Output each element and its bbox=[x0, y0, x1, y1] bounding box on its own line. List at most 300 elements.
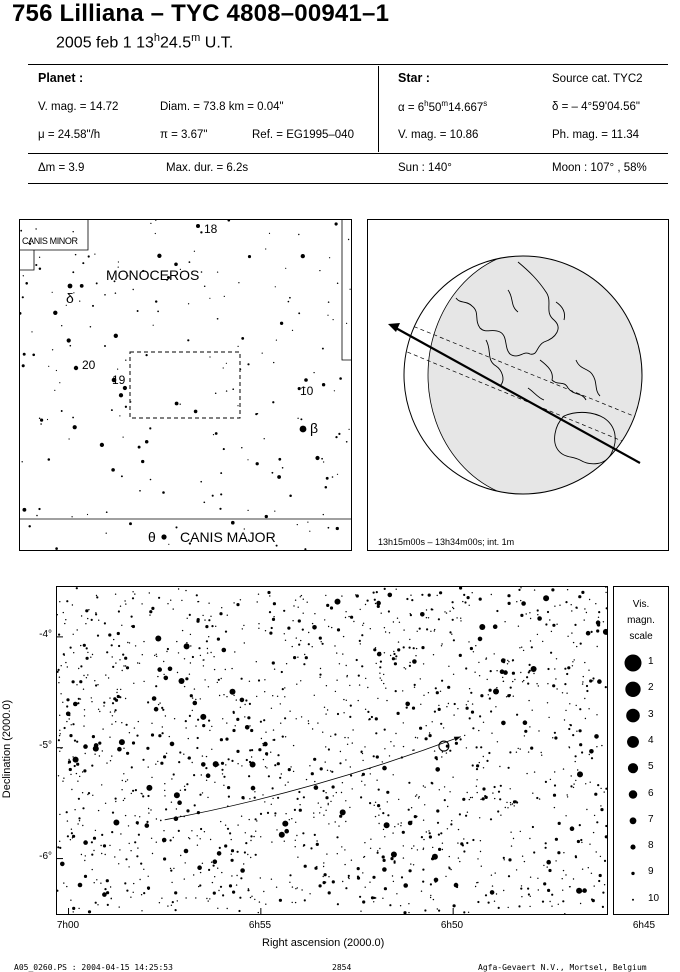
chart-star bbox=[537, 614, 538, 615]
chart-star bbox=[476, 764, 479, 767]
chart-star bbox=[98, 620, 99, 621]
chart-star bbox=[449, 750, 451, 752]
chart-star bbox=[267, 591, 270, 594]
chart-star bbox=[386, 700, 387, 701]
chart-star bbox=[84, 860, 85, 861]
finder-star bbox=[111, 468, 115, 472]
chart-star bbox=[423, 820, 424, 821]
chart-star bbox=[536, 683, 537, 684]
chart-star bbox=[80, 645, 81, 646]
chart-star bbox=[497, 741, 498, 742]
chart-star bbox=[110, 760, 111, 761]
finder-star bbox=[23, 275, 24, 276]
finder-star bbox=[115, 292, 117, 294]
chart-star bbox=[473, 728, 474, 729]
chart-star bbox=[325, 810, 326, 811]
finder-star bbox=[276, 545, 278, 547]
chart-star bbox=[370, 628, 371, 629]
chart-star bbox=[283, 610, 285, 612]
chart-star bbox=[76, 773, 77, 774]
chart-star bbox=[223, 694, 224, 695]
chart-star bbox=[316, 840, 317, 841]
chart-star bbox=[303, 663, 305, 665]
chart-star bbox=[73, 702, 78, 707]
chart-star bbox=[507, 694, 510, 697]
chart-star bbox=[102, 728, 103, 729]
chart-star bbox=[570, 785, 572, 787]
chart-star bbox=[365, 709, 366, 710]
finder-star bbox=[325, 486, 328, 489]
chart-star bbox=[391, 852, 397, 858]
chart-star bbox=[359, 640, 361, 642]
chart-star bbox=[380, 652, 381, 653]
chart-star bbox=[109, 845, 110, 846]
info-bottom-rule bbox=[28, 183, 668, 184]
chart-star bbox=[467, 596, 470, 599]
chart-star bbox=[197, 719, 199, 721]
chart-star bbox=[547, 611, 549, 613]
chart-star bbox=[77, 823, 78, 824]
chart-star bbox=[127, 642, 128, 643]
chart-star bbox=[494, 798, 495, 799]
finder-star bbox=[298, 312, 300, 314]
chart-star bbox=[353, 621, 354, 622]
chart-star bbox=[479, 715, 481, 717]
chart-star bbox=[523, 720, 528, 725]
chart-star bbox=[320, 807, 321, 808]
chart-star bbox=[227, 786, 230, 789]
chart-star bbox=[472, 764, 474, 766]
chart-star bbox=[73, 652, 74, 653]
chart-star bbox=[367, 687, 368, 688]
chart-star bbox=[575, 761, 576, 762]
finder-star bbox=[307, 522, 308, 523]
chart-star bbox=[470, 647, 473, 650]
chart-star bbox=[65, 619, 66, 620]
max-duration: Max. dur. = 6.2s bbox=[166, 162, 249, 174]
chart-star bbox=[384, 748, 385, 749]
chart-star bbox=[498, 907, 500, 909]
finder-star bbox=[255, 413, 257, 415]
finder-star bbox=[48, 366, 49, 367]
finder-star bbox=[31, 331, 32, 332]
chart-star bbox=[148, 876, 149, 877]
chart-star bbox=[59, 601, 60, 602]
finder-star bbox=[247, 459, 248, 460]
chart-star bbox=[62, 702, 63, 703]
chart-star bbox=[137, 847, 138, 848]
chart-star bbox=[163, 661, 164, 662]
chart-star bbox=[605, 587, 606, 588]
chart-star bbox=[482, 797, 485, 800]
chart-star bbox=[513, 696, 514, 697]
chart-star bbox=[200, 655, 201, 656]
finder-star bbox=[68, 438, 69, 439]
chart-star bbox=[389, 632, 390, 633]
chart-star bbox=[347, 675, 348, 676]
chart-star bbox=[282, 688, 284, 690]
chart-star bbox=[131, 793, 132, 794]
finder-star bbox=[220, 493, 222, 495]
chart-star bbox=[581, 591, 584, 594]
chart-star bbox=[508, 858, 511, 861]
chart-star bbox=[439, 789, 440, 790]
chart-star bbox=[111, 831, 113, 833]
chart-star bbox=[330, 770, 331, 771]
chart-star bbox=[548, 869, 551, 872]
chart-star bbox=[185, 590, 186, 591]
chart-star bbox=[402, 690, 403, 691]
chart-star bbox=[398, 799, 399, 800]
finder-star bbox=[335, 436, 337, 438]
finder-star bbox=[273, 362, 274, 363]
chart-star bbox=[170, 868, 171, 869]
finder-star bbox=[61, 410, 63, 412]
chart-star bbox=[200, 828, 202, 830]
chart-star bbox=[258, 679, 260, 681]
chart-star bbox=[59, 847, 61, 849]
chart-star bbox=[493, 689, 499, 695]
chart-star bbox=[200, 698, 201, 699]
chart-star bbox=[92, 795, 93, 796]
chart-star bbox=[526, 613, 527, 614]
chart-star bbox=[605, 592, 606, 593]
chart-star bbox=[384, 627, 385, 628]
chart-star bbox=[67, 820, 68, 821]
chart-star bbox=[341, 792, 342, 793]
chart-star bbox=[481, 866, 482, 867]
chart-star bbox=[571, 610, 572, 611]
chart-star bbox=[171, 882, 172, 883]
chart-star bbox=[383, 683, 384, 684]
chart-star bbox=[228, 796, 230, 798]
chart-star bbox=[440, 723, 442, 725]
chart-star bbox=[123, 748, 124, 749]
star-delta-monoceros bbox=[68, 284, 73, 289]
chart-star bbox=[69, 718, 70, 719]
chart-star bbox=[184, 658, 185, 659]
finder-star bbox=[333, 319, 334, 320]
chart-star bbox=[584, 619, 585, 620]
chart-star bbox=[546, 860, 551, 865]
chart-star bbox=[420, 612, 425, 617]
chart-star bbox=[60, 862, 65, 867]
chart-star bbox=[241, 796, 244, 799]
chart-star bbox=[424, 787, 425, 788]
chart-star bbox=[206, 640, 208, 642]
chart-star bbox=[295, 600, 296, 601]
chart-star bbox=[293, 605, 294, 606]
chart-star bbox=[295, 822, 296, 823]
chart-star bbox=[372, 876, 375, 879]
chart-star bbox=[530, 640, 531, 641]
chart-star bbox=[434, 629, 435, 630]
chart-star bbox=[582, 869, 583, 870]
chart-star bbox=[143, 892, 145, 894]
moon-elongation: Moon : 107° , 58% bbox=[552, 162, 647, 174]
chart-star bbox=[141, 603, 142, 604]
chart-star bbox=[322, 643, 324, 645]
chart-star bbox=[434, 630, 435, 631]
finder-star bbox=[52, 349, 53, 350]
chart-star bbox=[589, 749, 594, 754]
chart-star bbox=[432, 721, 433, 722]
chart-star bbox=[554, 732, 556, 734]
page-title: 756 Lilliana – TYC 4808–00941–1 bbox=[12, 0, 390, 27]
chart-star bbox=[356, 594, 359, 597]
label-canis-minor: CANIS MINOR bbox=[22, 236, 78, 246]
chart-star bbox=[576, 705, 577, 706]
chart-star bbox=[285, 736, 286, 737]
chart-star bbox=[68, 759, 69, 760]
chart-star bbox=[103, 705, 104, 706]
chart-star bbox=[214, 669, 215, 670]
finder-star bbox=[213, 434, 214, 435]
chart-star bbox=[198, 886, 199, 887]
chart-star bbox=[428, 830, 429, 831]
chart-star bbox=[569, 724, 570, 725]
chart-star bbox=[209, 730, 210, 731]
chart-star bbox=[125, 665, 126, 666]
finder-star bbox=[145, 440, 149, 444]
chart-star bbox=[417, 631, 418, 632]
finder-star bbox=[335, 222, 338, 225]
chart-star bbox=[384, 822, 390, 828]
chart-star bbox=[103, 844, 106, 847]
chart-star bbox=[184, 789, 186, 791]
finder-star bbox=[280, 322, 283, 325]
chart-star bbox=[562, 900, 564, 902]
chart-star bbox=[264, 691, 265, 692]
chart-star bbox=[330, 606, 333, 609]
chart-star bbox=[141, 910, 142, 911]
chart-star bbox=[221, 678, 222, 679]
chart-star bbox=[72, 907, 75, 910]
chart-star bbox=[284, 696, 285, 697]
chart-star bbox=[547, 683, 548, 684]
chart-star bbox=[289, 874, 291, 876]
finder-star bbox=[73, 425, 77, 429]
finder-star bbox=[180, 404, 181, 405]
chart-star bbox=[211, 862, 212, 863]
finder-star bbox=[94, 254, 95, 255]
chart-star bbox=[480, 694, 483, 697]
chart-star bbox=[487, 679, 488, 680]
chart-star bbox=[190, 662, 191, 663]
chart-star bbox=[447, 686, 450, 689]
chart-star bbox=[253, 836, 254, 837]
chart-star bbox=[74, 740, 76, 742]
chart-star bbox=[311, 772, 314, 775]
chart-star bbox=[149, 614, 150, 615]
label-canis-major: CANIS MAJOR bbox=[180, 529, 276, 545]
finder-star bbox=[175, 526, 177, 528]
chart-star bbox=[367, 600, 369, 602]
chart-star bbox=[445, 876, 446, 877]
scale-dot bbox=[627, 736, 639, 748]
chart-star bbox=[385, 824, 386, 825]
finder-star bbox=[149, 427, 151, 429]
chart-star bbox=[520, 888, 522, 890]
chart-star bbox=[294, 809, 296, 811]
finder-star bbox=[215, 432, 218, 435]
chart-star bbox=[117, 689, 118, 690]
chart-star bbox=[260, 836, 261, 837]
chart-star bbox=[98, 709, 99, 710]
chart-star bbox=[521, 601, 526, 606]
chart-star bbox=[459, 813, 461, 815]
star-source-catalog: Source cat. TYC2 bbox=[552, 73, 643, 85]
chart-star bbox=[95, 684, 97, 686]
chart-star bbox=[589, 599, 590, 600]
chart-star bbox=[256, 661, 257, 662]
finder-star bbox=[277, 475, 281, 479]
chart-star bbox=[190, 634, 191, 635]
chart-star bbox=[285, 784, 286, 785]
finder-star bbox=[219, 508, 221, 510]
event-minute-unit: m bbox=[191, 32, 201, 44]
chart-star bbox=[382, 761, 383, 762]
chart-star bbox=[91, 697, 92, 698]
chart-star bbox=[547, 668, 549, 670]
chart-star bbox=[296, 835, 297, 836]
chart-star bbox=[449, 867, 451, 869]
chart-star bbox=[85, 609, 88, 612]
chart-star bbox=[440, 832, 442, 834]
chart-star bbox=[471, 711, 474, 714]
chart-star bbox=[236, 699, 237, 700]
chart-star bbox=[276, 829, 277, 830]
chart-star bbox=[327, 770, 328, 771]
chart-star bbox=[480, 746, 482, 748]
star-20-monoceros bbox=[74, 366, 78, 370]
chart-star bbox=[450, 869, 451, 870]
chart-star bbox=[178, 588, 179, 589]
chart-star bbox=[254, 791, 255, 792]
chart-star bbox=[217, 851, 222, 856]
chart-star bbox=[470, 797, 471, 798]
chart-star bbox=[413, 845, 414, 846]
chart-star bbox=[335, 599, 341, 605]
chart-star bbox=[417, 849, 418, 850]
chart-star bbox=[519, 647, 520, 648]
finder-star bbox=[194, 251, 195, 252]
finder-star bbox=[247, 510, 248, 511]
chart-star bbox=[292, 646, 293, 647]
label-monoceros: MONOCEROS bbox=[106, 267, 200, 283]
chart-star bbox=[382, 812, 384, 814]
chart-star-field bbox=[57, 587, 607, 914]
chart-star bbox=[273, 739, 275, 741]
chart-star bbox=[365, 887, 366, 888]
chart-star bbox=[379, 673, 380, 674]
chart-star bbox=[91, 619, 93, 621]
chart-star bbox=[328, 626, 329, 627]
star-chart-svg bbox=[57, 587, 607, 914]
finder-star bbox=[200, 481, 202, 483]
chart-star bbox=[225, 669, 226, 670]
chart-star bbox=[508, 602, 511, 605]
chart-star bbox=[513, 838, 514, 839]
chart-star bbox=[489, 698, 490, 699]
chart-star bbox=[596, 746, 597, 747]
chart-star bbox=[112, 715, 113, 716]
chart-star bbox=[451, 634, 452, 635]
chart-star bbox=[548, 717, 549, 718]
chart-star bbox=[555, 838, 558, 841]
chart-star bbox=[388, 610, 390, 612]
finder-star bbox=[80, 284, 84, 288]
chart-star bbox=[598, 611, 600, 613]
chart-star bbox=[398, 641, 399, 642]
chart-star bbox=[422, 869, 424, 871]
chart-star bbox=[449, 631, 451, 633]
chart-star bbox=[510, 802, 511, 803]
chart-star bbox=[395, 658, 396, 659]
chart-star bbox=[345, 611, 346, 612]
finder-star bbox=[309, 531, 310, 532]
chart-star bbox=[147, 701, 149, 703]
chart-star bbox=[520, 600, 521, 601]
chart-star bbox=[559, 605, 560, 606]
finder-star bbox=[119, 393, 123, 397]
chart-star bbox=[271, 879, 272, 880]
chart-star bbox=[254, 899, 255, 900]
chart-star bbox=[524, 861, 525, 862]
footer-page: 2854 bbox=[332, 963, 352, 972]
chart-star bbox=[423, 663, 424, 664]
chart-star bbox=[394, 826, 395, 827]
finder-star bbox=[53, 311, 57, 315]
planet-heading: Planet : bbox=[38, 71, 84, 85]
chart-star bbox=[350, 766, 351, 767]
chart-star bbox=[192, 762, 193, 763]
chart-star bbox=[478, 637, 483, 642]
chart-star bbox=[449, 611, 450, 612]
chart-star bbox=[567, 794, 568, 795]
chart-star bbox=[58, 669, 60, 671]
finder-star bbox=[215, 393, 217, 395]
chart-star bbox=[76, 684, 77, 685]
finder-star bbox=[117, 369, 118, 370]
chart-star bbox=[217, 868, 218, 869]
chart-star bbox=[466, 842, 468, 844]
scale-dot bbox=[625, 682, 640, 697]
chart-star bbox=[313, 758, 316, 761]
event-timescale: U.T. bbox=[200, 34, 234, 52]
chart-star bbox=[319, 812, 320, 813]
chart-star bbox=[421, 646, 424, 649]
chart-star bbox=[196, 747, 198, 749]
chart-star bbox=[136, 735, 138, 737]
chart-star bbox=[488, 752, 490, 754]
chart-star bbox=[245, 842, 247, 844]
chart-star bbox=[130, 897, 131, 898]
chart-star bbox=[441, 645, 442, 646]
chart-star bbox=[374, 805, 375, 806]
chart-star bbox=[337, 853, 338, 854]
chart-star bbox=[231, 859, 234, 862]
chart-star bbox=[429, 732, 430, 733]
chart-star bbox=[299, 809, 302, 812]
chart-star bbox=[165, 808, 167, 810]
finder-star bbox=[54, 390, 55, 391]
chart-star bbox=[453, 674, 454, 675]
chart-star bbox=[419, 796, 420, 797]
chart-star bbox=[361, 775, 362, 776]
chart-star bbox=[152, 853, 153, 854]
chart-star bbox=[509, 751, 511, 753]
